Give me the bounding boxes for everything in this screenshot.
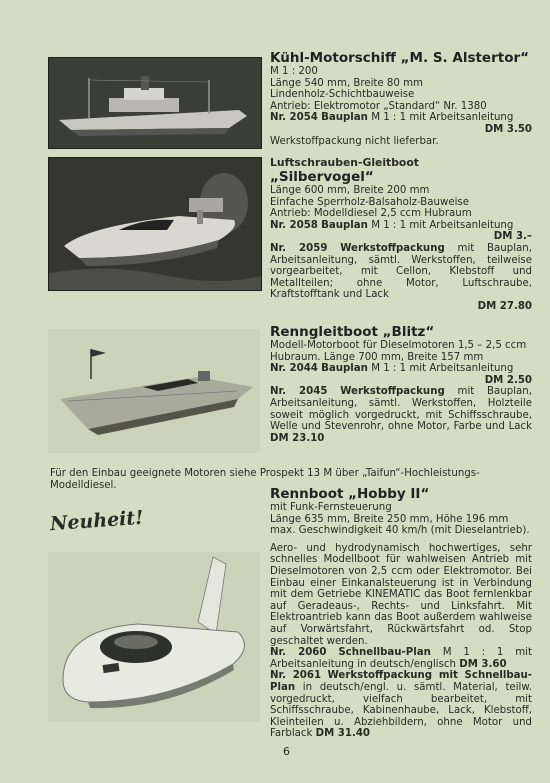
spec-line: Hubraum. Länge 700 mm, Breite 157 mm	[270, 351, 484, 363]
price: DM 3.60	[459, 658, 507, 670]
article-text: M 1 : 1 mit Arbeitsanleitung	[371, 219, 514, 231]
article-label: Bauplan	[321, 219, 368, 231]
article-label: Werkstoffpackung	[340, 386, 445, 398]
spec-line: Länge 635 mm, Breite 250 mm, Höhe 196 mm	[270, 513, 509, 525]
article-number: Nr. 2045	[270, 386, 328, 398]
article-number: Nr. 2061	[270, 670, 322, 682]
price: DM 31.40	[315, 728, 371, 740]
spec-line: Modell-Motorboot für Dieselmotoren 1,5 – 2,5 ccm	[270, 340, 527, 351]
price: DM 27.80	[477, 300, 532, 312]
footnote: Werkstoffpackung nicht lieferbar.	[270, 135, 439, 147]
pack-entry	[270, 243, 532, 301]
pack-text-block	[270, 386, 532, 444]
plan-line	[270, 363, 532, 375]
article-label: Bauplan	[321, 363, 368, 375]
price: DM 3.–	[493, 231, 532, 243]
silbervogel-section	[270, 156, 532, 313]
article-text: M 1 : 1 mit Arbeitsanleitung in deutsch/englisch	[270, 647, 532, 670]
spec-line: Länge 540 mm, Breite 80 mm	[270, 77, 423, 89]
pack-text-block	[270, 243, 532, 301]
silbervogel-photo	[48, 157, 262, 291]
price: DM 3.50	[484, 123, 532, 135]
spec-line: Einfache Sperrholz-Balsaholz-Bauweise	[270, 196, 470, 208]
spec-line: Antrieb: Modelldiesel 2,5 ccm Hubraum	[270, 208, 472, 220]
article-text: M 1 : 1 mit Arbeitsanleitung	[371, 363, 514, 375]
price: DM 2.50	[484, 374, 532, 386]
spec-line: Antrieb: Elektromotor „Standard“ Nr. 1380	[270, 100, 487, 112]
article-text: mit Bauplan, Arbeitsanleitung, sämtl. Werkstoffen, teilweise vorgearbeitet, mit Cellon, Klebstoff und Metallteilen; ohne Motor, Luftschraube, Kraftstofftank und Lack	[270, 242, 532, 301]
propeller-boat-illustration	[49, 158, 261, 290]
alstertor-section	[270, 50, 532, 147]
article-number: Nr. 2059	[270, 242, 328, 254]
plan-block	[270, 647, 532, 670]
alstertor-title: Kühl-Motorschiff „M. S. Alstertor“	[270, 50, 530, 66]
spec-line: max. Geschwindigkeit 40 km/h (mit Dieselantrieb).	[270, 525, 530, 537]
article-text: mit Bauplan, Arbeitsanleitung, sämtl. Werkstoffen, Holzteile soweit möglich vorgedruckt, mit Schiffsschraube, Welle und Stevenrohr, ohne Motor, Farbe und Lack	[270, 386, 532, 433]
neuheit-label: Neuheit!	[49, 506, 145, 536]
article-number: Nr. 2058	[270, 219, 318, 231]
motor-note: Für den Einbau geeignete Motoren siehe Prospekt 13 M über „Taifun“-Hochleistungs-Modelldiesel.	[50, 468, 480, 491]
plan-line	[270, 220, 532, 232]
ship-illustration	[49, 58, 261, 148]
silbervogel-title-line2: „Silbervogel“	[270, 169, 374, 185]
article-label: Schnellbau-Plan	[338, 647, 431, 659]
article-number: Nr. 2044	[270, 363, 318, 375]
pack-text-block	[270, 670, 532, 740]
price: DM 23.10	[270, 432, 325, 444]
blitz-photo	[48, 329, 260, 453]
spec-line: mit Funk-Fernsteuerung	[270, 502, 392, 513]
article-number: Nr. 2054	[270, 112, 318, 124]
article-text: in deutsch/engl. u. sämtl. Material, teilw. vorgedruckt, vielfach bearbeitet, mit Schiffsschraube, Kabinenhaube, Lack, Klebstoff, Kleinteilen u. Abziehbildern, ohne Motor und Farblack	[270, 681, 532, 740]
hobby-title: Rennboot „Hobby II“	[270, 486, 430, 502]
hobby-section	[270, 486, 532, 740]
article-label: Werkstoffpackung	[340, 242, 445, 254]
page-number: 6	[283, 745, 290, 758]
silbervogel-title-line1: Luftschrauben-Gleitboot	[270, 156, 419, 169]
racing-boat-illustration	[48, 329, 260, 453]
spec-line: M 1 : 200	[270, 66, 318, 77]
article-number: Nr. 2060	[270, 647, 327, 659]
hobby-description: Aero- und hydrodynamisch hochwertiges, sehr schnelles Modellboot für wahlweisen Antrieb mit Dieselmotoren von 2,5 ccm oder Elektromotor. Bei Einbau einer Einkanalsteuerung ist in Verbindung mit dem Getriebe KINEMATIC das Boot fernlenkbar auf Geradeaus-, Rechts- und Linksfahrt. Mit Elektroantrieb kann das Boot außerdem wahlweise auf Vorwärtsfahrt, Rückwärtsfahrt od. Stop geschaltet werden.	[270, 542, 532, 647]
blitz-title: Renngleitboot „Blitz“	[270, 324, 435, 340]
article-text: M 1 : 1 mit Arbeitsanleitung	[371, 112, 514, 124]
spec-line: Lindenholz-Schichtbauweise	[270, 89, 415, 101]
article-label: Werkstoffpackung mit Schnellbau-Plan	[270, 670, 532, 693]
ship-photo	[48, 57, 262, 149]
spec-line: Länge 600 mm, Breite 200 mm	[270, 185, 430, 196]
article-label: Bauplan	[321, 112, 368, 124]
blitz-section	[270, 324, 532, 444]
hobby-boat-illustration	[48, 552, 260, 722]
plan-line	[270, 112, 532, 124]
hobby-photo	[48, 552, 260, 722]
